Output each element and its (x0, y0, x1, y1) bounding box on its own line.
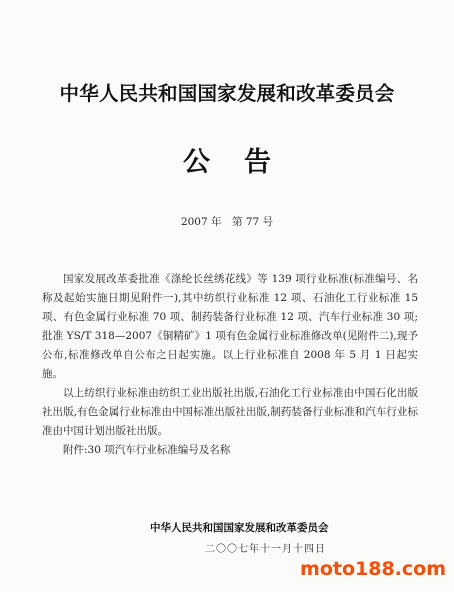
signature-date: 二〇〇七年十一月十四日 (205, 544, 326, 555)
body-paragraph-approval: 国家发展改革委批准《涤纶长丝绣花线》等 139 项行业标准(标准编号、名称及起始实施日期见附件一),其中纺织行业标准 12 项、石油化工行业标准 15 项、有色金属行业标准 70 项、制药装备行业标准 12 项、汽车行业标准 30 项;批准 YS/T 318—2007《铜精矿》1 项有色金属行业标准修改单(见附件二),现予公布,标准修改单自公布之日起实施。以上行业标准自 2008 年 5 月 1 日起实施。 (42, 273, 418, 380)
body-paragraph-publishers: 以上纺织行业标准由纺织工业出版社出版,石油化工行业标准由中国石化出版社出版,有色金属行业标准由中国标准出版社出版,制药装备行业标准和汽车行业标准由中国计划出版社出版。 (42, 387, 418, 437)
site-watermark: moto188.com (300, 558, 446, 580)
issuing-organization-title: 中华人民共和国国家发展和改革委员会 (59, 82, 395, 105)
announcement-body (42, 270, 418, 460)
document-type-heading: 公告 (183, 147, 305, 178)
document-number: 2007 年 第 77 号 (180, 216, 274, 228)
body-paragraph-attachment: 附件:30 项汽车行业标准编号及名称 (63, 444, 231, 456)
signature-organization: 中华人民共和国国家发展和改革委员会 (150, 522, 329, 534)
